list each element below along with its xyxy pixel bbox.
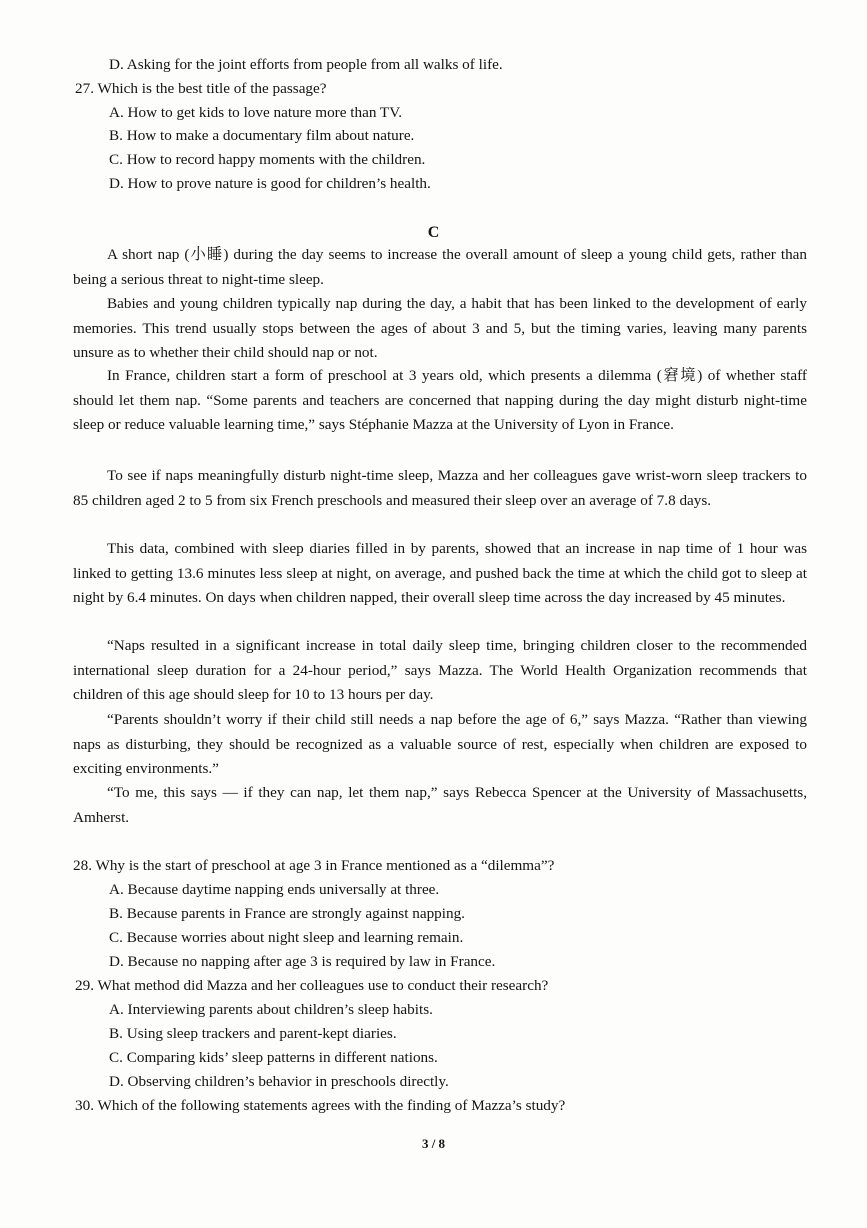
q27-option-b: B. How to make a documentary film about nature. <box>109 127 415 144</box>
q27-stem: 27. Which is the best title of the passage? <box>75 80 327 97</box>
q27-option-a: A. How to get kids to love nature more than TV. <box>109 104 403 121</box>
passage-paragraph-7: “Parents shouldn’t worry if their child still needs a nap before the age of 6,” says Mazza. “Rather than viewing naps as disturbing, they should be recognized as a valuable source of rest, especially when children are exposed to exciting environments.” <box>73 711 807 778</box>
q29-option-c: C. Comparing kids’ sleep patterns in different nations. <box>109 1049 438 1066</box>
passage-paragraph-8: “To me, this says — if they can nap, let them nap,” says Rebecca Spencer at the University of Massachusetts, Amherst. <box>73 784 807 826</box>
q29-option-d: D. Observing children’s behavior in preschools directly. <box>109 1073 449 1090</box>
page-number: 3 / 8 <box>421 1136 446 1151</box>
q28-option-b: B. Because parents in France are strongly against napping. <box>109 905 465 922</box>
q29-option-a: A. Interviewing parents about children’s sleep habits. <box>109 1001 433 1018</box>
passage-paragraph-4: To see if naps meaningfully disturb night-time sleep, Mazza and her colleagues gave wrist-worn sleep trackers to 85 children aged 2 to 5 from six French preschools and measured their sleep over an average of 7.8 days. <box>73 467 807 509</box>
q28-option-c: C. Because worries about night sleep and learning remain. <box>109 929 464 946</box>
q28-option-a: A. Because daytime napping ends universally at three. <box>109 881 440 898</box>
q29-option-b: B. Using sleep trackers and parent-kept diaries. <box>109 1025 397 1042</box>
q26-option-d: D. Asking for the joint efforts from people from all walks of life. <box>109 56 503 73</box>
passage-paragraph-3: In France, children start a form of preschool at 3 years old, which presents a dilemma (窘境) of whether staff should let them nap. “Some parents and teachers are concerned that napping during the day might disturb night-time sleep or reduce valuable learning time,” says Stéphanie Mazza at the University of Lyon in France. <box>73 367 807 434</box>
passage-paragraph-5: This data, combined with sleep diaries filled in by parents, showed that an increase in nap time of 1 hour was linked to getting 13.6 minutes less sleep at night, on average, and pushed back the time at which the child got to sleep at night by 6.4 minutes. On days when children napped, their overall sleep time across the day increased by 45 minutes. <box>73 540 807 607</box>
q27-option-d: D. How to prove nature is good for children’s health. <box>109 175 431 192</box>
section-heading: C <box>427 224 440 241</box>
q30-stem: 30. Which of the following statements agrees with the finding of Mazza’s study? <box>75 1097 566 1114</box>
passage-paragraph-2: Babies and young children typically nap during the day, a habit that has been linked to the development of early memories. This trend usually stops between the ages of about 3 and 5, but the timing varies, leaving many parents unsure as to whether their child should nap or not. <box>73 295 807 362</box>
q28-option-d: D. Because no napping after age 3 is required by law in France. <box>109 953 496 970</box>
passage-paragraph-1: A short nap (小睡) during the day seems to increase the overall amount of sleep a young child gets, rather than being a serious threat to night-time sleep. <box>73 246 807 288</box>
q28-stem: 28. Why is the start of preschool at age 3 in France mentioned as a “dilemma”? <box>73 857 555 874</box>
q29-stem: 29. What method did Mazza and her colleagues use to conduct their research? <box>75 977 549 994</box>
passage-paragraph-6: “Naps resulted in a significant increase in total daily sleep time, bringing children closer to the recommended international sleep duration for a 24-hour period,” says Mazza. The World Health Organization recommends that children of this age should sleep for 10 to 13 hours per day. <box>73 637 807 704</box>
q27-option-c: C. How to record happy moments with the children. <box>109 151 426 168</box>
